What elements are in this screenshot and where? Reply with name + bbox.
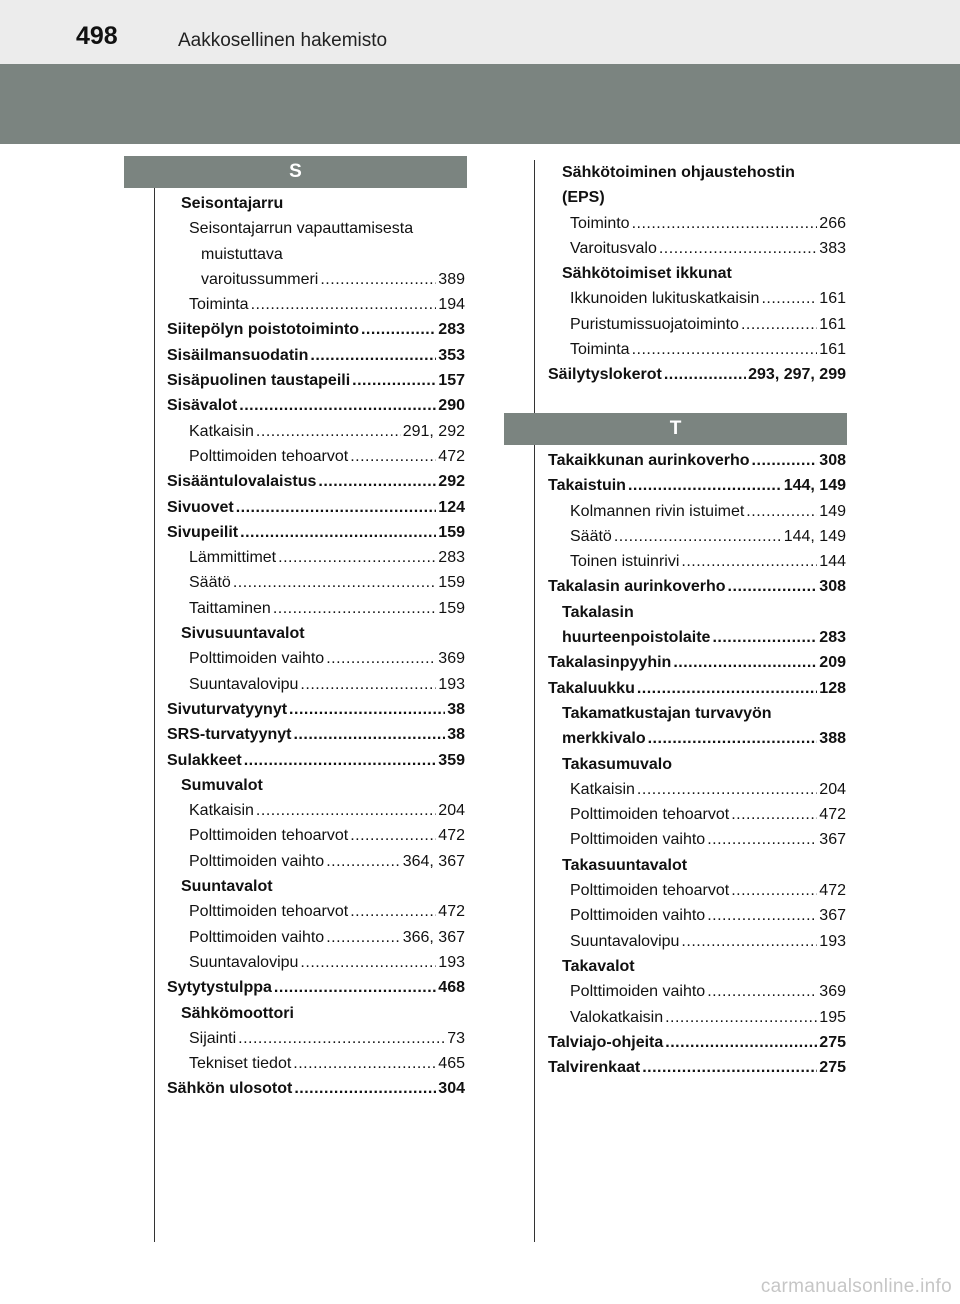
entry-page: 364, 367 (402, 852, 465, 870)
index-entry (167, 1051, 465, 1076)
entry-label: Polttimoiden tehoarvot (570, 806, 730, 824)
dot-leader (707, 903, 817, 928)
entry-label: Seisontajarru (181, 195, 284, 212)
entry-page: 388 (819, 730, 846, 748)
entry-label: Takaikkunan aurinkoverho (548, 452, 750, 469)
index-entry (548, 726, 846, 751)
page-header (0, 0, 960, 64)
entry-page: 283 (819, 629, 846, 647)
dot-leader (673, 650, 817, 675)
dot-leader (731, 878, 817, 903)
dot-leader (233, 570, 436, 595)
entry-label: Sähkömoottori (181, 1004, 294, 1022)
dot-leader (274, 975, 436, 1000)
entry-label: Suuntavalovipu (189, 675, 299, 693)
index-entry (167, 1001, 465, 1026)
entry-label: (EPS) (562, 189, 605, 207)
index-entry (167, 722, 465, 747)
dot-leader (746, 499, 817, 524)
index-entry (548, 1030, 846, 1055)
entry-label: Suuntavalot (181, 878, 273, 896)
index-entry (167, 697, 465, 722)
dot-leader (278, 545, 436, 570)
dot-leader (707, 979, 817, 1004)
entry-label: Varoitusvalo (570, 239, 657, 257)
index-entry (167, 621, 465, 646)
entry-page: 266 (819, 214, 846, 232)
entry-page: 292 (438, 473, 465, 491)
entry-label: Lämmittimet (189, 549, 277, 567)
left-column-rule (154, 186, 155, 1242)
entry-page: 144, 149 (783, 527, 846, 545)
dot-leader (350, 823, 436, 848)
entry-label: Polttimoiden vaihto (189, 928, 325, 946)
entry-page: 383 (819, 239, 846, 257)
index-entry (548, 600, 846, 625)
index-entry (548, 362, 846, 387)
index-entry (548, 929, 846, 954)
index-entry (548, 625, 846, 650)
dot-leader (293, 1051, 436, 1076)
entry-label: Katkaisin (570, 780, 635, 798)
entry-page: 291, 292 (402, 422, 465, 440)
entry-label: Tekniset tiedot (189, 1055, 292, 1073)
dot-leader (712, 625, 817, 650)
dot-leader (614, 524, 782, 549)
entry-page: 161 (819, 290, 846, 308)
entry-page: 369 (819, 983, 846, 1001)
index-entry (548, 337, 846, 362)
entry-page: 38 (447, 726, 465, 744)
entry-page: 472 (438, 827, 465, 845)
index-entry (167, 925, 465, 950)
index-entry (548, 286, 846, 311)
dot-leader (681, 549, 817, 574)
index-entry (167, 950, 465, 975)
right-column-rule (534, 160, 535, 1242)
entry-label: Ikkunoiden lukituskatkaisin (570, 290, 760, 308)
entry-label: SRS-turvatyynyt (167, 726, 292, 744)
index-entry (548, 903, 846, 928)
dot-leader (318, 469, 436, 494)
entry-page: 159 (438, 599, 465, 617)
index-entry (548, 853, 846, 878)
entry-label: Takasuuntavalot (562, 856, 688, 874)
entry-label: Polttimoiden vaihto (570, 907, 706, 925)
index-entry (548, 979, 846, 1004)
dot-leader (256, 798, 436, 823)
dot-leader (240, 520, 436, 545)
index-entry (167, 368, 465, 393)
entry-label: merkkivalo (562, 730, 646, 748)
entry-page: 149 (819, 502, 846, 520)
entry-label: Katkaisin (189, 422, 254, 440)
entry-page: 193 (438, 953, 465, 971)
entry-page: 124 (438, 498, 465, 516)
entry-page: 209 (819, 654, 846, 672)
dot-leader (300, 672, 436, 697)
index-entry (548, 211, 846, 236)
dot-leader (350, 444, 436, 469)
entry-page: 366, 367 (402, 928, 465, 946)
entry-label: Sisäpuolinen taustapeili (167, 372, 351, 390)
entry-label: Säätö (189, 574, 231, 592)
entry-label: Polttimoiden tehoarvot (189, 827, 349, 845)
entry-label: Sisäilmansuodatin (167, 346, 309, 364)
entry-label: Valokatkaisin (570, 1008, 664, 1026)
entry-label: Katkaisin (189, 802, 254, 820)
dot-leader (352, 368, 436, 393)
dot-leader (320, 267, 436, 292)
dot-leader (707, 827, 817, 852)
entry-label: Kolmannen rivin istuimet (570, 502, 745, 520)
entry-label: varoitussummeri (201, 270, 319, 288)
entry-page: 194 (438, 296, 465, 314)
dot-leader (350, 899, 436, 924)
entry-label: Takasumuvalo (562, 755, 672, 773)
entry-label: Säilytyslokerot (548, 366, 662, 384)
entry-label: Sijainti (189, 1029, 237, 1047)
entry-label: Polttimoiden vaihto (189, 852, 325, 870)
dot-leader (752, 448, 818, 473)
watermark: carmanualsonline.info (760, 1276, 952, 1297)
dot-leader (236, 495, 437, 520)
dot-leader (642, 1055, 817, 1080)
index-entry (167, 773, 465, 798)
letter-heading-t: T (504, 413, 847, 445)
dot-leader (293, 722, 445, 747)
index-entry (548, 1005, 846, 1030)
dot-leader (256, 419, 401, 444)
index-entry (167, 545, 465, 570)
entry-label: Takalasin (562, 603, 634, 621)
dot-leader (632, 211, 818, 236)
entry-label: Sähkötoiminen ohjaustehostin (562, 164, 795, 181)
index-entry (167, 874, 465, 899)
index-entry (167, 570, 465, 595)
entry-label: Toiminta (189, 296, 249, 314)
entry-label: Sumuvalot (181, 776, 263, 794)
index-entry (167, 672, 465, 697)
entry-page: 389 (438, 270, 465, 288)
index-entry (548, 827, 846, 852)
entry-label: Sisävalot (167, 397, 238, 415)
index-entry (548, 676, 846, 701)
index-entry (167, 495, 465, 520)
entry-page: 144, 149 (783, 477, 846, 495)
entry-label: Suuntavalovipu (570, 932, 680, 950)
dot-leader (637, 777, 817, 802)
index-entry (167, 191, 465, 216)
dot-leader (664, 362, 746, 387)
entry-label: Polttimoiden tehoarvot (189, 447, 349, 465)
dot-leader (648, 726, 818, 751)
dot-leader (361, 317, 436, 342)
index-entry (548, 954, 846, 979)
index-entry (167, 1026, 465, 1051)
index-entry (167, 419, 465, 444)
index-entry (548, 650, 846, 675)
entry-label: muistuttava (201, 245, 283, 263)
index-entry (167, 393, 465, 418)
entry-label: Sivuturvatyynyt (167, 700, 288, 718)
entry-page: 353 (438, 346, 465, 364)
entry-page: 159 (438, 523, 465, 541)
entry-page: 159 (438, 574, 465, 592)
entry-page: 367 (819, 831, 846, 849)
entry-page: 465 (438, 1055, 465, 1073)
entry-label: Polttimoiden vaihto (189, 650, 325, 668)
entry-page: 204 (438, 802, 465, 820)
entry-label: Takamatkustajan turvavyön (562, 704, 772, 722)
entry-page: 367 (819, 907, 846, 925)
entry-label: Toiminta (570, 341, 630, 359)
index-entry (167, 849, 465, 874)
entry-page: 308 (819, 452, 846, 469)
entry-page: 195 (819, 1008, 846, 1026)
dot-leader (273, 596, 436, 621)
dot-leader (244, 748, 437, 773)
dot-leader (239, 393, 436, 418)
entry-label: Sähkön ulosotot (167, 1080, 293, 1098)
dot-leader (659, 236, 817, 261)
entry-label: Polttimoiden vaihto (570, 983, 706, 1001)
index-entry (167, 267, 465, 292)
index-entry (548, 549, 846, 574)
entry-page: 304 (438, 1080, 465, 1098)
entry-label: Polttimoiden tehoarvot (570, 882, 730, 900)
page-number: 498 (76, 22, 118, 50)
index-entry (167, 596, 465, 621)
entry-label: Toiminto (570, 214, 630, 232)
index-column-right (548, 448, 846, 1080)
index-entry (548, 473, 846, 498)
index-entry (167, 798, 465, 823)
entry-label: Taittaminen (189, 599, 271, 617)
index-entry (548, 448, 846, 473)
entry-page: 472 (438, 903, 465, 921)
dot-leader (628, 473, 782, 498)
entry-label: Toinen istuinrivi (570, 553, 680, 571)
dot-leader (294, 1076, 436, 1101)
index-entry (548, 878, 846, 903)
index-entry (548, 574, 846, 599)
entry-page: 161 (819, 341, 846, 359)
dot-leader (665, 1030, 817, 1055)
index-entry (167, 1076, 465, 1101)
dot-leader (326, 646, 436, 671)
index-entry (167, 899, 465, 924)
entry-page: 144 (819, 553, 846, 571)
entry-label: Säätö (570, 527, 612, 545)
entry-page: 128 (819, 679, 846, 697)
letter-heading-s: S (124, 156, 467, 188)
entry-label: Polttimoiden tehoarvot (189, 903, 349, 921)
index-column-left (167, 191, 465, 1102)
entry-label: Takavalot (562, 957, 635, 975)
dot-leader (761, 286, 817, 311)
entry-page: 468 (438, 979, 465, 997)
entry-label: Sisääntulovalaistus (167, 473, 317, 491)
index-entry (548, 160, 846, 185)
entry-label: Sivupeilit (167, 523, 239, 541)
index-entry (167, 343, 465, 368)
entry-label: Siitepölyn poistotoiminto (167, 321, 359, 339)
index-entry (167, 242, 465, 267)
entry-label: Sivusuuntavalot (181, 625, 305, 643)
entry-page: 204 (819, 780, 846, 798)
entry-page: 283 (438, 321, 465, 339)
index-entry (167, 292, 465, 317)
entry-page: 308 (819, 578, 846, 596)
index-entry (167, 823, 465, 848)
entry-label: Seisontajarrun vapauttamisesta (189, 220, 414, 238)
entry-label: Talvirenkaat (548, 1059, 641, 1077)
index-entry (167, 444, 465, 469)
entry-label: Sulakkeet (167, 751, 242, 769)
entry-label: Sähkötoimiset ikkunat (562, 265, 732, 283)
index-entry (548, 499, 846, 524)
entry-label: Takaluukku (548, 679, 635, 697)
index-entry (167, 646, 465, 671)
entry-page: 275 (819, 1059, 846, 1077)
header-band (0, 64, 960, 144)
index-entry (548, 777, 846, 802)
entry-page: 290 (438, 397, 465, 415)
index-entry (548, 701, 846, 726)
dot-leader (310, 343, 436, 368)
index-entry (167, 469, 465, 494)
entry-label: Sivuovet (167, 498, 234, 516)
dot-leader (665, 1005, 817, 1030)
entry-page: 157 (438, 372, 465, 390)
dot-leader (637, 676, 817, 701)
entry-page: 359 (438, 751, 465, 769)
entry-page: 38 (447, 700, 465, 718)
index-column-right-top (548, 160, 846, 388)
dot-leader (681, 929, 817, 954)
entry-label: Polttimoiden vaihto (570, 831, 706, 849)
entry-page: 193 (819, 932, 846, 950)
index-entry (548, 1055, 846, 1080)
index-entry (548, 261, 846, 286)
entry-page: 161 (819, 315, 846, 333)
dot-leader (251, 292, 437, 317)
dot-leader (326, 849, 401, 874)
entry-label: huurteenpoistolaite (562, 629, 711, 647)
dot-leader (728, 574, 818, 599)
entry-label: Suuntavalovipu (189, 953, 299, 971)
entry-label: Talviajo-ohjeita (548, 1033, 664, 1051)
index-entry (167, 216, 465, 241)
entry-page: 293, 297, 299 (748, 366, 846, 384)
entry-page: 472 (438, 447, 465, 465)
entry-label: Puristumissuojatoiminto (570, 315, 739, 333)
index-entry (548, 312, 846, 337)
dot-leader (326, 925, 401, 950)
dot-leader (731, 802, 817, 827)
index-entry (548, 524, 846, 549)
index-entry (167, 317, 465, 342)
entry-page: 283 (438, 549, 465, 567)
index-entry (167, 975, 465, 1000)
dot-leader (289, 697, 445, 722)
entry-label: Sytytystulppa (167, 979, 272, 997)
entry-page: 369 (438, 650, 465, 668)
index-entry (548, 802, 846, 827)
dot-leader (300, 950, 436, 975)
index-entry (167, 520, 465, 545)
entry-label: Takaistuin (548, 477, 626, 495)
entry-label: Takalasin aurinkoverho (548, 578, 726, 596)
entry-label: Takalasinpyyhin (548, 654, 672, 672)
index-entry (548, 236, 846, 261)
entry-page: 472 (819, 882, 846, 900)
entry-page: 472 (819, 806, 846, 824)
dot-leader (741, 312, 817, 337)
index-entry (167, 748, 465, 773)
index-entry (548, 752, 846, 777)
dot-leader (632, 337, 818, 362)
index-entry (548, 185, 846, 210)
section-title: Aakkosellinen hakemisto (178, 30, 388, 51)
entry-page: 193 (438, 675, 465, 693)
dot-leader (238, 1026, 445, 1051)
entry-page: 73 (447, 1029, 465, 1047)
entry-page: 275 (819, 1033, 846, 1051)
